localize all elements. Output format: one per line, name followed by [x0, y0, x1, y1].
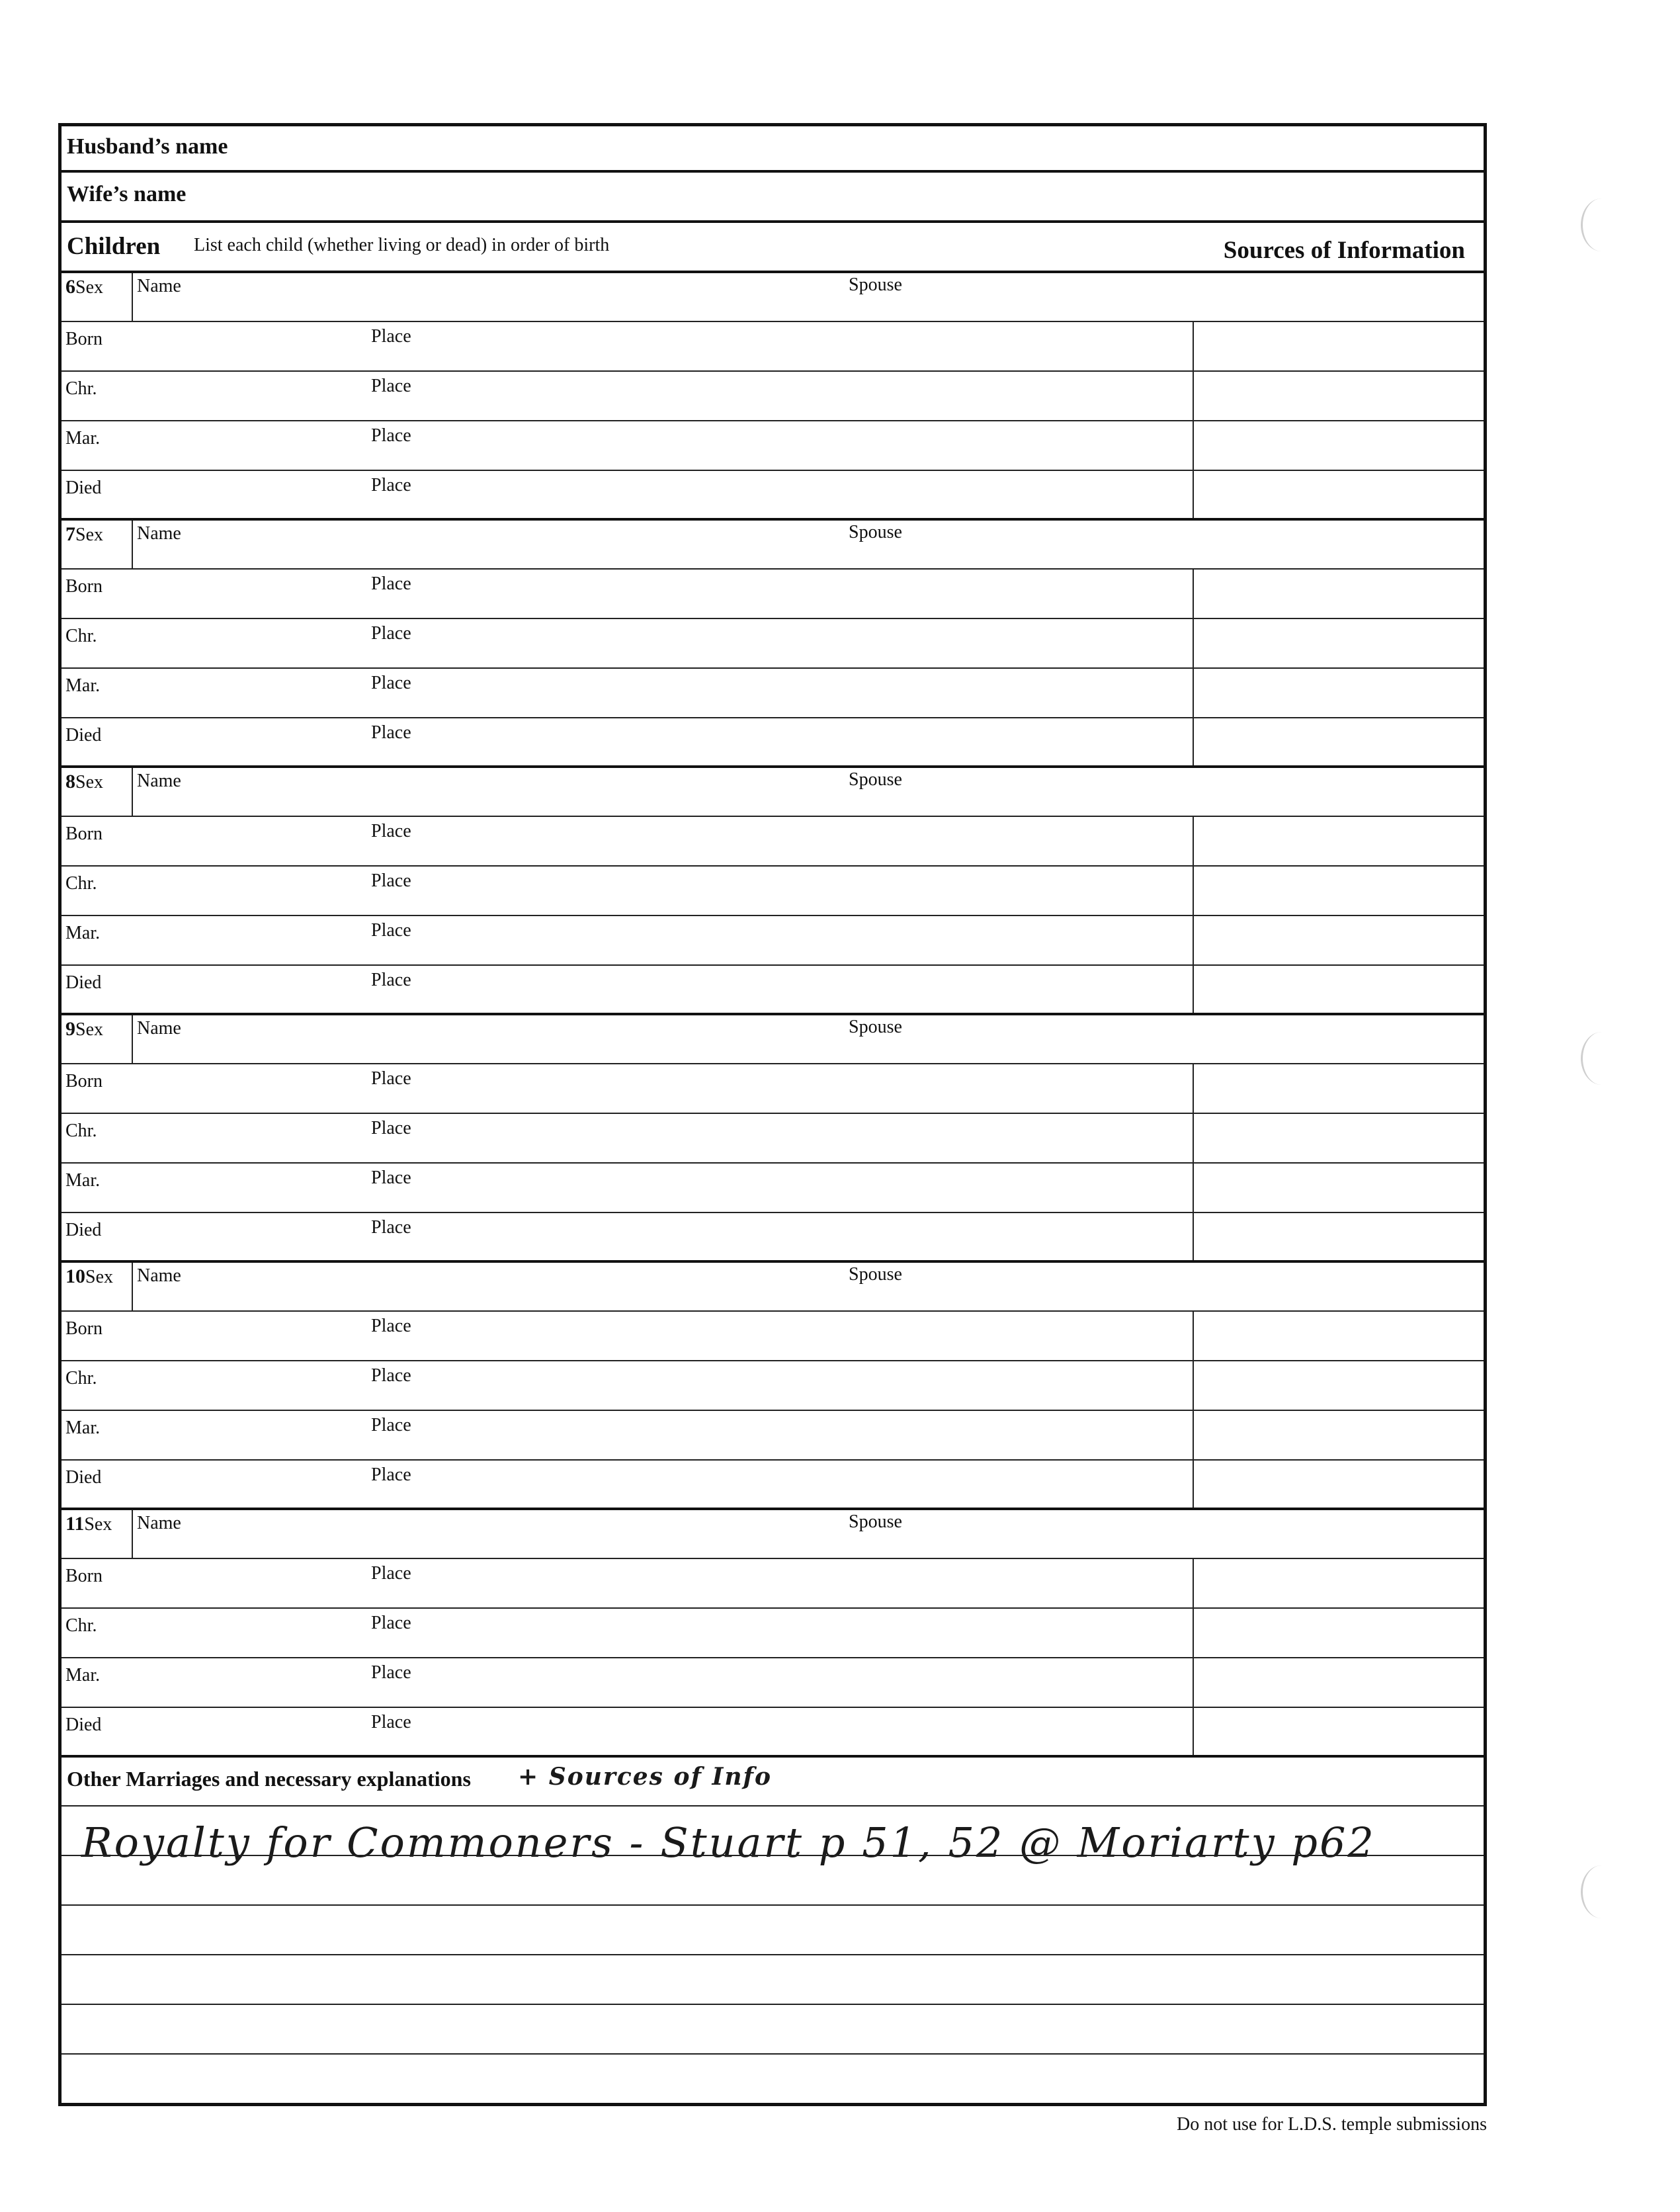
place-field[interactable]: Place: [371, 970, 411, 990]
name-divider: [132, 768, 133, 817]
other-marriages-section: [62, 1760, 1484, 2103]
place-field[interactable]: Place: [371, 1662, 411, 1683]
child-name-field[interactable]: Name: [137, 1513, 181, 1533]
child-block: [62, 1510, 1484, 1758]
children-description: List each child (whether living or dead) in order of birth: [194, 235, 610, 255]
sex-label: Sex: [75, 525, 103, 545]
sources-column-divider: [1193, 1064, 1194, 1260]
spouse-field[interactable]: Spouse: [849, 1511, 902, 1532]
punch-hole-mark: [1581, 1865, 1622, 1918]
child-number-sex[interactable]: [65, 1513, 112, 1535]
spouse-field[interactable]: Spouse: [849, 522, 902, 542]
child-block: [62, 273, 1484, 521]
event-row[interactable]: [62, 1213, 1484, 1263]
event-label: Born: [65, 1566, 103, 1586]
event-label: Born: [65, 1071, 103, 1091]
sex-label: Sex: [75, 277, 103, 298]
sex-label: Sex: [84, 1514, 112, 1535]
wife-name-row[interactable]: [62, 173, 1484, 223]
event-label: Mar.: [65, 675, 101, 696]
children-header-row: [62, 223, 1484, 273]
child-block: [62, 1263, 1484, 1510]
child-block: [62, 521, 1484, 768]
place-field[interactable]: Place: [371, 1613, 411, 1633]
event-row[interactable]: [62, 718, 1484, 768]
event-row[interactable]: [62, 1411, 1484, 1461]
event-row[interactable]: [62, 669, 1484, 718]
event-row[interactable]: [62, 471, 1484, 521]
note-line: [62, 1805, 1484, 1807]
wife-name-label: Wife’s name: [67, 182, 187, 206]
event-row[interactable]: [62, 1461, 1484, 1510]
child-block: [62, 1015, 1484, 1263]
event-label: Chr.: [65, 1368, 97, 1388]
event-row[interactable]: [62, 1164, 1484, 1213]
child-header-row: [62, 1510, 1484, 1559]
place-field[interactable]: Place: [371, 1068, 411, 1089]
note-line: [62, 1954, 1484, 1955]
handwritten-sources-addition: + Sources of Info: [518, 1763, 773, 1791]
footer-note: Do not use for L.D.S. temple submissions: [1177, 2114, 1487, 2135]
husband-name-label: Husband’s name: [67, 134, 228, 159]
place-field[interactable]: Place: [371, 574, 411, 594]
event-row[interactable]: [62, 1658, 1484, 1708]
place-field[interactable]: Place: [371, 376, 411, 396]
name-divider: [132, 1510, 133, 1559]
event-label: Mar.: [65, 1170, 101, 1191]
event-label: Mar.: [65, 1418, 101, 1438]
spouse-field[interactable]: Spouse: [849, 769, 902, 790]
child-number: 9: [65, 1018, 75, 1040]
event-row[interactable]: [62, 1064, 1484, 1114]
event-label: Died: [65, 1715, 102, 1735]
event-row[interactable]: [62, 1361, 1484, 1411]
child-number: 7: [65, 523, 75, 545]
event-label: Mar.: [65, 923, 101, 943]
child-block: [62, 768, 1484, 1015]
event-row[interactable]: [62, 570, 1484, 619]
child-number-sex[interactable]: [65, 1018, 103, 1041]
place-field[interactable]: Place: [371, 1563, 411, 1584]
sources-column-divider: [1193, 817, 1194, 1013]
child-name-field[interactable]: Name: [137, 771, 181, 791]
sex-label: Sex: [75, 772, 103, 792]
sources-column-divider: [1193, 1559, 1194, 1755]
event-label: Died: [65, 1467, 102, 1488]
note-line: [62, 2004, 1484, 2005]
event-row[interactable]: [62, 372, 1484, 421]
event-row[interactable]: [62, 619, 1484, 669]
event-label: Chr.: [65, 626, 97, 646]
note-line: [62, 1855, 1484, 1856]
child-name-field[interactable]: Name: [137, 523, 181, 544]
place-field[interactable]: Place: [371, 1217, 411, 1238]
event-label: Chr.: [65, 1615, 97, 1636]
child-number-sex[interactable]: [65, 523, 103, 546]
note-line: [62, 1904, 1484, 1906]
event-label: Died: [65, 972, 102, 993]
event-row[interactable]: [62, 1312, 1484, 1361]
sources-of-information-label: Sources of Information: [1223, 237, 1465, 264]
sources-column-divider: [1193, 1312, 1194, 1508]
husband-name-row[interactable]: [62, 126, 1484, 173]
child-header-row: [62, 1263, 1484, 1312]
place-field[interactable]: Place: [371, 1415, 411, 1435]
spouse-field[interactable]: Spouse: [849, 275, 902, 295]
child-number: 8: [65, 771, 75, 792]
place-field[interactable]: Place: [371, 1316, 411, 1336]
place-field[interactable]: Place: [371, 871, 411, 891]
place-field[interactable]: Place: [371, 673, 411, 693]
event-label: Born: [65, 1318, 103, 1339]
child-name-field[interactable]: Name: [137, 1018, 181, 1039]
event-label: Born: [65, 329, 103, 349]
punch-hole-mark: [1581, 198, 1622, 251]
place-field[interactable]: Place: [371, 1168, 411, 1188]
note-line: [62, 2053, 1484, 2055]
name-divider: [132, 273, 133, 322]
name-divider: [132, 1263, 133, 1312]
punch-hole-mark: [1581, 1032, 1622, 1085]
event-label: Died: [65, 1220, 102, 1240]
child-header-row: [62, 521, 1484, 570]
event-row[interactable]: [62, 1114, 1484, 1164]
children-label: Children: [67, 233, 161, 260]
sources-column-divider: [1193, 322, 1194, 518]
event-label: Chr.: [65, 378, 97, 399]
event-label: Died: [65, 725, 102, 745]
other-marriages-label: Other Marriages and necessary explanations: [67, 1767, 471, 1791]
event-label: Chr.: [65, 1121, 97, 1141]
child-number: 11: [65, 1513, 85, 1535]
place-field[interactable]: Place: [371, 475, 411, 495]
sources-column-divider: [1193, 570, 1194, 765]
child-number: 6: [65, 276, 75, 298]
spouse-field[interactable]: Spouse: [849, 1017, 902, 1037]
event-row[interactable]: [62, 1609, 1484, 1658]
place-field[interactable]: Place: [371, 623, 411, 644]
event-label: Chr.: [65, 873, 97, 894]
family-group-record-form: [58, 123, 1487, 2106]
sex-label: Sex: [75, 1019, 103, 1040]
sex-label: Sex: [85, 1267, 113, 1287]
place-field[interactable]: Place: [371, 1465, 411, 1485]
place-field[interactable]: Place: [371, 425, 411, 446]
child-name-field[interactable]: Name: [137, 1265, 181, 1286]
place-field[interactable]: Place: [371, 326, 411, 347]
place-field[interactable]: Place: [371, 920, 411, 941]
child-number: 10: [65, 1265, 85, 1287]
place-field[interactable]: Place: [371, 722, 411, 743]
event-row[interactable]: [62, 966, 1484, 1015]
event-row[interactable]: [62, 1708, 1484, 1758]
event-label: Mar.: [65, 1665, 101, 1685]
handwritten-note[interactable]: Royalty for Commoners - Stuart p 51, 52 @ Moriarty p62: [81, 1818, 1376, 1867]
event-row[interactable]: [62, 817, 1484, 867]
child-name-field[interactable]: Name: [137, 276, 181, 296]
name-divider: [132, 1015, 133, 1064]
event-row[interactable]: [62, 322, 1484, 372]
name-divider: [132, 521, 133, 570]
event-label: Died: [65, 478, 102, 498]
place-field[interactable]: Place: [371, 1365, 411, 1386]
place-field[interactable]: Place: [371, 1712, 411, 1732]
child-number-sex[interactable]: [65, 1265, 113, 1288]
event-row[interactable]: [62, 867, 1484, 916]
place-field[interactable]: Place: [371, 821, 411, 841]
event-row[interactable]: [62, 916, 1484, 966]
place-field[interactable]: Place: [371, 1118, 411, 1138]
child-header-row: [62, 768, 1484, 817]
event-label: Mar.: [65, 428, 101, 448]
event-row[interactable]: [62, 1559, 1484, 1609]
event-label: Born: [65, 576, 103, 597]
event-row[interactable]: [62, 421, 1484, 471]
child-header-row: [62, 273, 1484, 322]
child-header-row: [62, 1015, 1484, 1064]
spouse-field[interactable]: Spouse: [849, 1264, 902, 1285]
child-number-sex[interactable]: [65, 276, 103, 298]
event-label: Born: [65, 824, 103, 844]
child-number-sex[interactable]: [65, 771, 103, 793]
